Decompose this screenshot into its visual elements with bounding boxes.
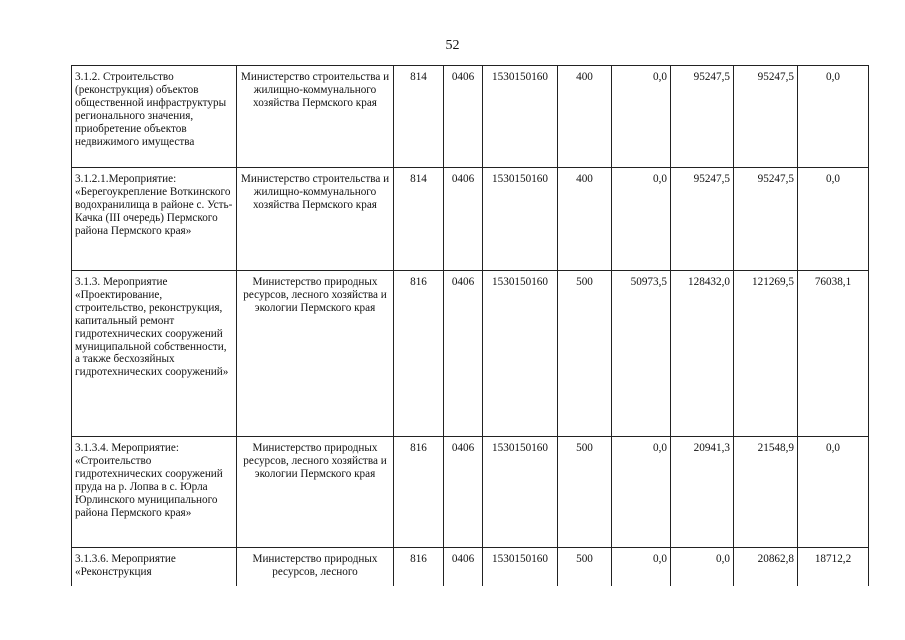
target-article-code: 1530150160 — [483, 437, 558, 548]
section-code: 0406 — [444, 437, 483, 548]
target-article-code: 1530150160 — [483, 66, 558, 168]
amount-2: 20941,3 — [671, 437, 734, 548]
amount-4: 0,0 — [798, 168, 869, 271]
budget-table — [71, 65, 869, 586]
amount-1: 0,0 — [612, 437, 671, 548]
expense-type-code: 400 — [558, 66, 612, 168]
amount-1: 50973,5 — [612, 271, 671, 437]
responsible-org: Министерство строительства и жилищно-коммунального хозяйства Пермского края — [237, 66, 394, 168]
grbs-code: 816 — [394, 437, 444, 548]
amount-2: 95247,5 — [671, 168, 734, 271]
grbs-code: 814 — [394, 66, 444, 168]
target-article-code: 1530150160 — [483, 548, 558, 586]
amount-4: 0,0 — [798, 66, 869, 168]
amount-4: 18712,2 — [798, 548, 869, 586]
measure-name: 3.1.3.6. Мероприятие «Реконструкция — [72, 548, 237, 586]
expense-type-code: 400 — [558, 168, 612, 271]
responsible-org: Министерство строительства и жилищно-коммунального хозяйства Пермского края — [237, 168, 394, 271]
grbs-code: 814 — [394, 168, 444, 271]
amount-1: 0,0 — [612, 66, 671, 168]
responsible-org: Министерство природных ресурсов, лесного — [237, 548, 394, 586]
measure-name: 3.1.2.1.Мероприятие: «Берегоукрепление Воткинского водохранилища в районе с. Усть-Качка (III очередь) Пермского района Пермского края» — [72, 168, 237, 271]
target-article-code: 1530150160 — [483, 271, 558, 437]
section-code: 0406 — [444, 66, 483, 168]
page-number: 52 — [445, 38, 460, 53]
measure-name: 3.1.2. Строительство (реконструкция) объектов общественной инфраструктуры регионального значения, приобретение объектов недвижимого имущества — [72, 66, 237, 168]
table-row — [72, 66, 869, 168]
amount-4: 76038,1 — [798, 271, 869, 437]
measure-name: 3.1.3. Мероприятие «Проектирование, строительство, реконструкция, капитальный ремонт гидротехнических сооружений муниципальной собственности, а также бесхозяйных гидротехнических сооружений» — [72, 271, 237, 437]
amount-4: 0,0 — [798, 437, 869, 548]
amount-1: 0,0 — [612, 168, 671, 271]
amount-1: 0,0 — [612, 548, 671, 586]
table-row — [72, 271, 869, 437]
amount-3: 95247,5 — [734, 66, 798, 168]
amount-2: 128432,0 — [671, 271, 734, 437]
section-code: 0406 — [444, 168, 483, 271]
table-row — [72, 437, 869, 548]
expense-type-code: 500 — [558, 548, 612, 586]
table-row — [72, 168, 869, 271]
expense-type-code: 500 — [558, 271, 612, 437]
grbs-code: 816 — [394, 271, 444, 437]
responsible-org: Министерство природных ресурсов, лесного хозяйства и экологии Пермского края — [237, 271, 394, 437]
amount-2: 95247,5 — [671, 66, 734, 168]
amount-3: 20862,8 — [734, 548, 798, 586]
grbs-code: 816 — [394, 548, 444, 586]
section-code: 0406 — [444, 271, 483, 437]
amount-2: 0,0 — [671, 548, 734, 586]
expense-type-code: 500 — [558, 437, 612, 548]
responsible-org: Министерство природных ресурсов, лесного хозяйства и экологии Пермского края — [237, 437, 394, 548]
amount-3: 121269,5 — [734, 271, 798, 437]
table-row — [72, 548, 869, 586]
amount-3: 21548,9 — [734, 437, 798, 548]
target-article-code: 1530150160 — [483, 168, 558, 271]
section-code: 0406 — [444, 548, 483, 586]
amount-3: 95247,5 — [734, 168, 798, 271]
measure-name: 3.1.3.4. Мероприятие: «Строительство гидротехнических сооружений пруда на р. Лопва в с. Юрла Юрлинского муниципального района Пермского края» — [72, 437, 237, 548]
